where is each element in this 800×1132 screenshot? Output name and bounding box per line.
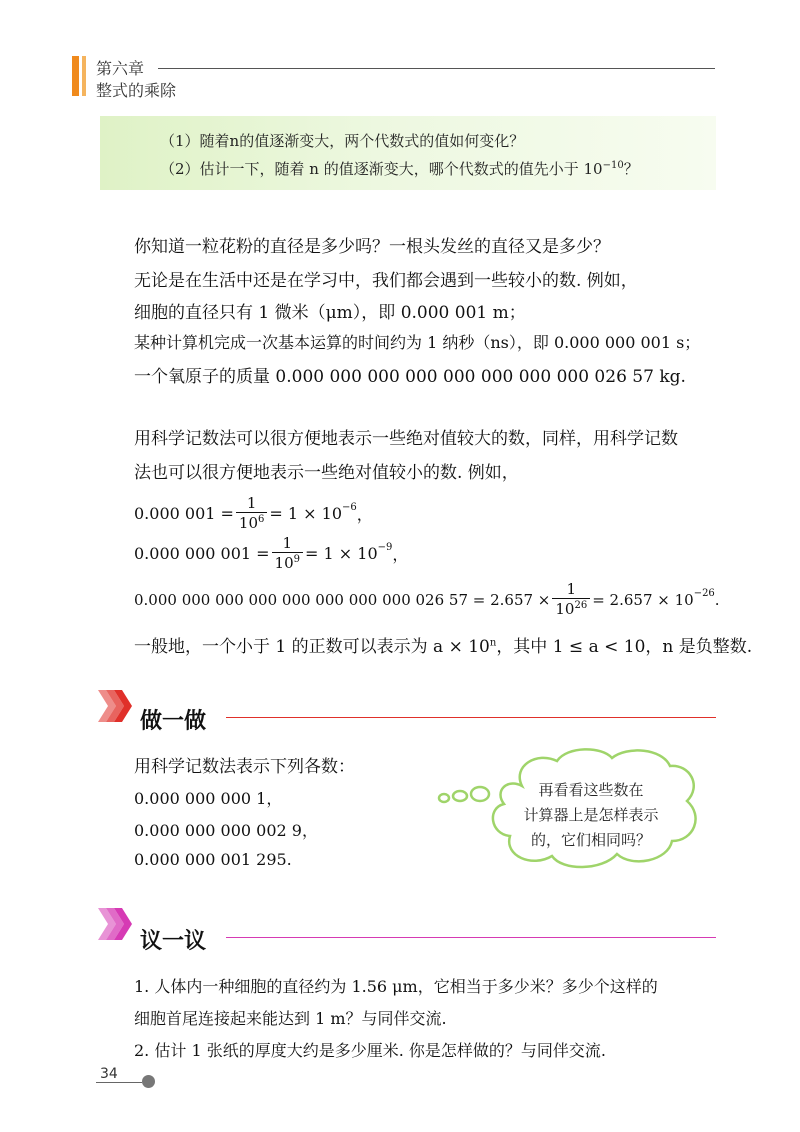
chapter-marker-bar [72,56,79,96]
eq3-numerator: 1 [566,580,577,598]
intro-line-4: 某种计算机完成一次基本运算的时间约为 1 纳秒（ns），即 0.000 000 001 s； [134,333,701,352]
discuss-section-rule [226,937,716,938]
eq1-rhs-exponent: −6 [342,502,357,513]
do-instruction: 用科学记数法表示下列各数： [134,757,355,777]
do-section-title: 做一做 [140,708,207,734]
page-number: 34 [100,1066,118,1082]
equation-3 [134,582,720,617]
equation-1 [134,496,373,531]
eq2-rhs-exponent: −9 [377,542,393,553]
general-statement [134,632,752,657]
eq2-fraction [272,536,303,571]
page-number-rule [96,1082,142,1083]
eq2-rhs: = 1 × 10 [305,544,378,563]
cloud-line-1: 再看看这些数在 [538,781,644,799]
discuss-section-title: 议一议 [140,928,207,954]
chapter-label: 第六章 [96,59,145,78]
cloud-line-3: 的，它们相同吗？ [530,831,651,849]
discuss-item-2: 2. 估计 1 张纸的厚度大约是多少厘米. 你是怎样做的？与同伴交流. [134,1041,606,1060]
general-statement-exponent: n [489,637,497,649]
question-2 [160,158,639,179]
sci-line-2: 法也可以很方便地表示一些绝对值较小的数. 例如， [134,463,519,483]
eq2-end: ， [392,545,409,564]
intro-line-5: 一个氧原子的质量 0.000 000 000 000 000 000 000 000 026 57 kg. [134,367,686,387]
eq3-fraction [552,582,590,617]
eq1-fraction [236,496,267,531]
eq3-end: . [714,590,720,609]
discuss-section-chevrons-icon [96,904,136,944]
eq1-numerator: 1 [246,494,257,512]
intro-line-2: 无论是在生活中还是在学习中，我们都会遇到一些较小的数. 例如， [134,271,638,291]
chapter-title: 整式的乘除 [96,81,177,100]
discuss-item-1-line-1: 1. 人体内一种细胞的直径约为 1.56 μm，它相当于多少米？多少个这样的 [134,977,658,996]
eq1-denominator: $10^6$ [236,512,267,531]
cloud-line-2: 计算器上是怎样表示 [523,806,659,824]
do-section-rule [226,717,716,718]
question-1: （1）随着n的值逐渐变大，两个代数式的值如何变化？ [160,132,525,150]
question-box [100,116,716,190]
eq3-rhs-exponent: −26 [693,588,715,599]
general-statement-a: 一般地，一个小于 1 的正数可以表示为 a × 10 [134,637,490,657]
intro-line-1: 你知道一粒花粉的直径是多少吗？一根头发丝的直径又是多少？ [134,237,610,257]
eq2-denominator: $10^9$ [272,552,303,571]
chapter-marker-bar-light [82,56,86,96]
do-item-2: 0.000 000 000 002 9， [134,821,318,840]
do-item-3: 0.000 000 001 295. [134,850,292,869]
eq1-rhs: = 1 × 10 [269,504,342,523]
eq2-numerator: 1 [282,534,293,552]
eq3-lhs: 0.000 000 000 000 000 000 000 000 026 57 = 2.657 × [134,590,551,609]
page-number-dot [142,1075,155,1088]
intro-line-3: 细胞的直径只有 1 微米（μm），即 0.000 001 m； [134,303,526,323]
eq1-end: ， [356,505,373,524]
header-divider [158,68,715,69]
eq3-denominator: $10^{26}$ [552,598,590,617]
sci-line-1: 用科学记数法可以很方便地表示一些绝对值较大的数，同样，用科学记数 [134,429,678,449]
discuss-item-1-line-2: 细胞首尾连接起来能达到 1 m？与同伴交流. [134,1009,447,1028]
do-section-chevrons-icon [96,686,136,726]
eq2-lhs: 0.000 000 001 = [134,544,270,563]
question-2-text: （2）估计一下，随着 n 的值逐渐变大，哪个代数式的值先小于 10 [160,160,603,178]
eq1-lhs: 0.000 001 = [134,504,234,523]
eq3-rhs: = 2.657 × 10 [592,590,694,609]
do-item-1: 0.000 000 000 1， [134,789,283,808]
question-2-end: ？ [623,160,639,178]
equation-2 [134,536,408,571]
question-2-exponent: −10 [602,160,624,171]
general-statement-b: ，其中 1 ≤ a < 10，n 是负整数. [496,637,753,657]
